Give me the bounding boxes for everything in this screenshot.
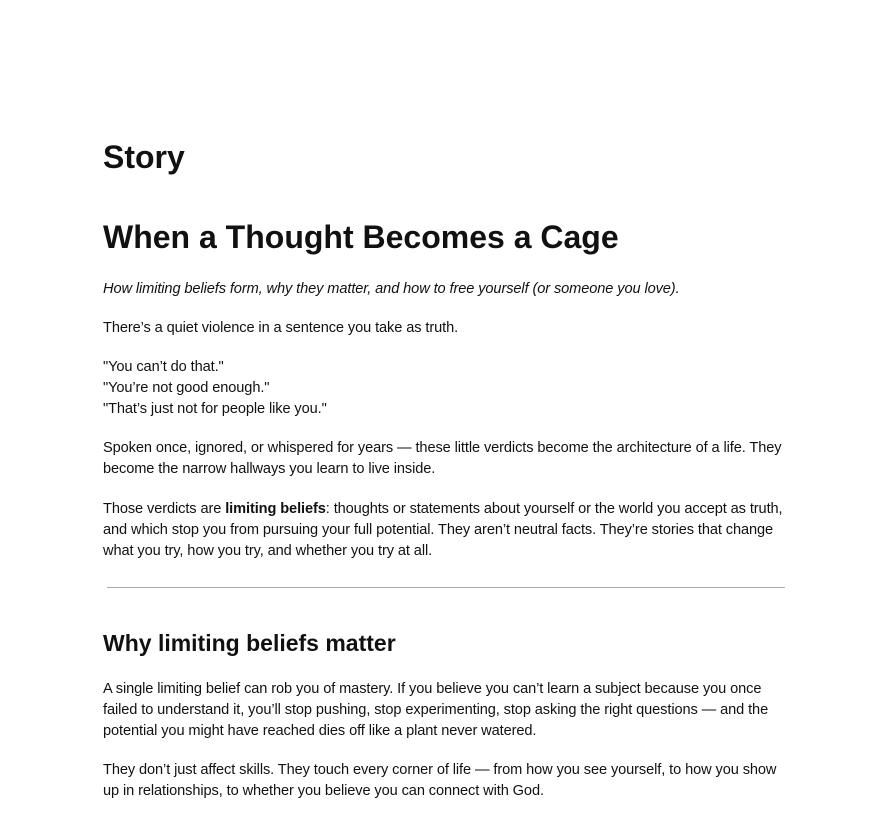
page-title: When a Thought Becomes a Cage (103, 219, 619, 255)
quote: "You can’t do that." (103, 359, 224, 375)
subtitle: How limiting beliefs form, why they matter, and how to free yourself (or someone you love). (103, 281, 680, 297)
verdicts-paragraph: Spoken once, ignored, or whispered for years — these little verdicts become the architecture of a life. They become the narrow hallways you learn to live inside. (103, 440, 782, 477)
divider (107, 587, 785, 588)
definition-term: limiting beliefs (225, 501, 326, 517)
quote: "You’re not good enough." (103, 380, 270, 396)
intro-paragraph: There’s a quiet violence in a sentence you take as truth. (103, 320, 459, 336)
quote: "That’s just not for people like you." (103, 401, 327, 417)
body-paragraph: A single limiting belief can rob you of mastery. If you believe you can’t learn a subject because you once failed to understand it, you’ll stop pushing, stop experimenting, stop asking the right questions — and the potential you might have reached dies off like a plant never watered. (103, 681, 769, 739)
section-label: Story (103, 139, 185, 175)
definition-text: : thoughts or statements about yourself or the world you accept as truth, and which stop you from pursuing your full potential. They aren’t neutral facts. They’re stories that change what you try, how you try, and whether you try at all. (103, 501, 783, 559)
definition-paragraph (103, 499, 783, 562)
body-paragraph: They don’t just affect skills. They touch every corner of life — from how you see yourself, to how you show up in relationships, to whether you believe you can connect with God. (103, 762, 777, 799)
definition-text: Those verdicts are (103, 501, 226, 517)
quotes-block (103, 357, 793, 420)
section-heading: Why limiting beliefs matter (103, 630, 396, 656)
